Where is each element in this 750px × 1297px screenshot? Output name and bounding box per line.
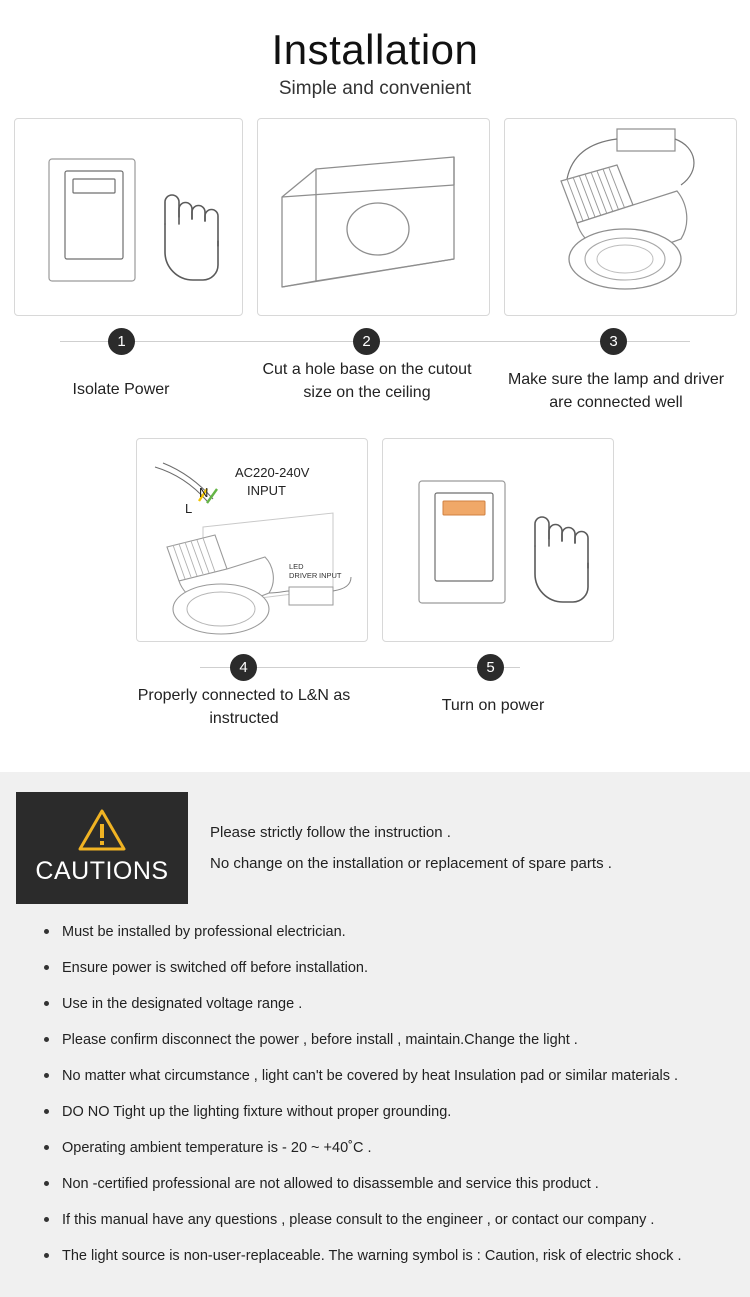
step-captions-bottom: [0, 680, 750, 746]
ac-input-label-line1: AC220-240V: [235, 465, 310, 481]
switch-on-illustration: [383, 439, 614, 642]
cautions-badge: [16, 792, 188, 904]
ac-input-label-line2: INPUT: [247, 483, 286, 499]
cautions-intro-line-2: No change on the installation or replacement of spare parts .: [210, 855, 612, 873]
cautions-section: [0, 772, 750, 1267]
driver-input-label: INPUT: [319, 571, 342, 581]
steps-row-bottom: [0, 438, 750, 642]
step-badge-3: 3: [600, 328, 627, 355]
list-item: DO NO Tight up the lighting fixture without proper grounding.: [42, 1102, 722, 1123]
step-image-3: [504, 118, 737, 316]
step-markers-top: [0, 328, 750, 354]
step-caption-2: Cut a hole base on the cutout size on the ceiling: [262, 361, 472, 402]
step-image-5: [382, 438, 614, 642]
step-captions-top: [0, 354, 750, 438]
warning-triangle-icon: [77, 807, 127, 853]
list-item: Non -certified professional are not allowed to disassemble and service this product .: [42, 1174, 722, 1195]
step-badge-4: 4: [230, 654, 257, 681]
step-caption-3: Make sure the lamp and driver are connected well: [507, 371, 725, 412]
cautions-label: CAUTIONS: [35, 856, 169, 885]
list-item: No matter what circumstance , light can't be covered by heat Insulation pad or similar materials .: [42, 1066, 722, 1087]
list-item: Use in the designated voltage range .: [42, 994, 722, 1015]
wiring-diagram-illustration: [137, 439, 368, 642]
step-caption-4: Properly connected to L&N as instructed: [137, 687, 351, 728]
ceiling-cutout-illustration: [258, 119, 490, 316]
led-driver-label-line2: DRIVER: [289, 571, 318, 581]
steps-row-top: [0, 118, 750, 316]
list-item: Ensure power is switched off before installation.: [42, 958, 722, 979]
step-markers-bottom: [0, 654, 750, 680]
list-item: Must be installed by professional electrician.: [42, 922, 722, 943]
list-item: If this manual have any questions , please consult to the engineer , or contact our company .: [42, 1210, 722, 1231]
lamp-driver-connection-illustration: [505, 119, 737, 316]
l-wire-label: L: [185, 501, 193, 517]
switch-off-illustration: [15, 119, 243, 316]
step-image-2: [257, 118, 490, 316]
step-image-1: [14, 118, 243, 316]
step-caption-1: Isolate Power: [72, 381, 170, 399]
led-driver-label-line1: LED: [289, 562, 304, 572]
cautions-header: [16, 792, 734, 904]
step-badge-2: 2: [353, 328, 380, 355]
page-subtitle: Simple and convenient: [278, 78, 472, 100]
list-item: Operating ambient temperature is - 20 ~ +40˚C .: [42, 1138, 722, 1159]
step-badge-5: 5: [477, 654, 504, 681]
n-wire-label: N: [199, 485, 209, 501]
list-item: The light source is non-user-replaceable. The warning symbol is : Caution, risk of electric shock .: [42, 1246, 722, 1267]
cautions-list: [16, 922, 734, 1267]
step-badge-1: 1: [108, 328, 135, 355]
step-image-4: [136, 438, 368, 642]
page-title: Installation: [271, 26, 479, 73]
cautions-intro-line-1: Please strictly follow the instruction .: [210, 824, 451, 842]
step-caption-5: Turn on power: [441, 697, 545, 715]
cautions-intro: [188, 792, 612, 904]
list-item: Please confirm disconnect the power , before install , maintain.Change the light .: [42, 1030, 722, 1051]
